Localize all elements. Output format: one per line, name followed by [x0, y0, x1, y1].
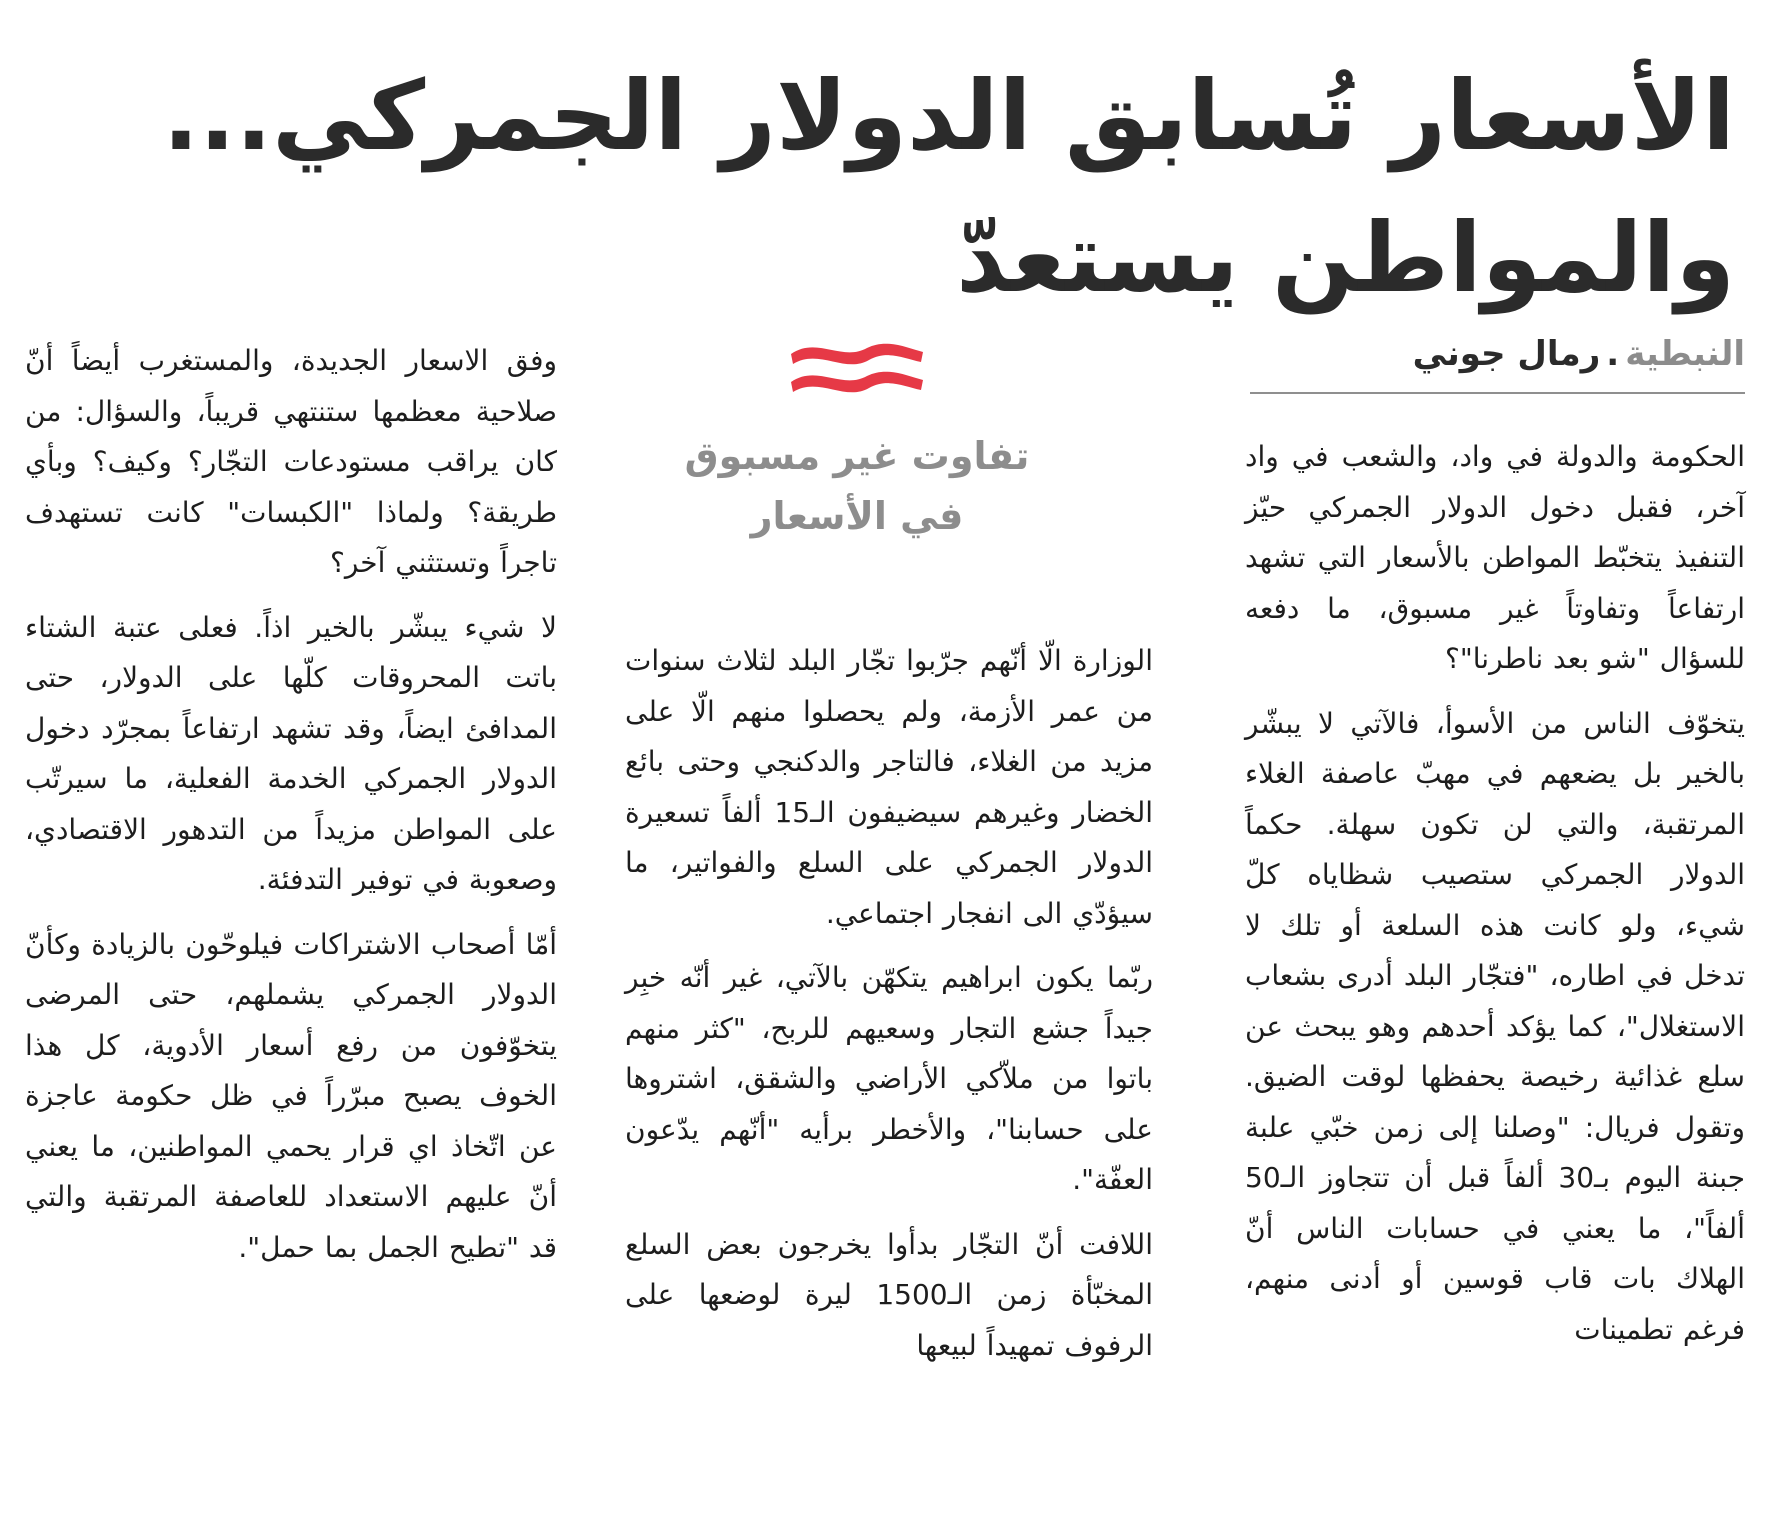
headline-line-2: والمواطن يستعدّ: [956, 202, 1735, 315]
byline-author: رمال جوني: [1412, 334, 1601, 374]
paragraph: اللافت أنّ التجّار بدأوا يخرجون بعض السلع المخبّأة زمن الـ1500 ليرة لوضعها على الرفوف تمهيداً لبيعها: [625, 1227, 1153, 1362]
byline: [1250, 328, 1745, 380]
pull-quote-line-2: في الأسعار: [750, 494, 964, 538]
paragraph: يتخوّف الناس من الأسوأ، فالآتي لا يبشّر بالخير بل يضعهم في مهبّ عاصفة الغلاء المرتقبة، والتي لن تكون سهلة. حكماً الدولار الجمركي ستصيب شظاياه كلّ شيء، ولو كانت هذه السلعة أو تلك لا تدخل في اطاره، "فتجّار البلد أدرى بشعاب الاستغلال"، كما يؤكد أحدهم وهو يبحث عن سلع غذائية رخيصة يحفظها لوقت الضيق. وتقول فريال: "وصلنا إلى زمن خبّي علبة جبنة اليوم بـ30 ألفاً قبل أن تتجاوز الـ50 ألفاً"، ما يعني في حسابات الناس أنّ الهلاك بات قاب قوسين أو أدنى منهم، فرغم تطمينات: [1245, 706, 1746, 1346]
paragraph: وفق الاسعار الجديدة، والمستغرب أيضاً أنّ صلاحية معظمها ستنتهي قريباً، والسؤال: من كان يراقب مستودعات التجّار؟ وكيف؟ وبأي طريقة؟ ولماذا "الكبسات" كانت تستهدف تاجراً وتستثني آخر؟: [25, 344, 557, 579]
paragraph: الحكومة والدولة في واد، والشعب في واد آخر، فقبل دخول الدولار الجمركي حيّز التنفيذ يتخبّط المواطن بالأسعار التي تشهد ارتفاعاً وتفاوتاً غير مسبوق، ما دفعه للسؤال "شو بعد ناطرنا"؟: [1245, 440, 1745, 675]
byline-place: النبطية: [1625, 334, 1745, 374]
pull-quote: [657, 338, 1057, 544]
pull-quote-line-1: تفاوت غير مسبوق: [684, 434, 1030, 478]
headline: [40, 41, 1735, 333]
paragraph: لا شيء يبشّر بالخير اذاً. فعلى عتبة الشتاء باتت المحروقات كلّها على الدولار، حتى المدافئ ايضاً، وقد تشهد ارتفاعاً بمجرّد دخول الدولار الجمركي الخدمة الفعلية، ما سيرتّب على المواطن مزيداً من التدهور الاقتصادي، وصعوبة في توفير التدفئة.: [25, 610, 557, 896]
article-column-2: [625, 636, 1153, 1371]
paragraph: أمّا أصحاب الاشتراكات فيلوحّون بالزيادة وكأنّ الدولار الجمركي يشملهم، حتى المرضى يتخوّفون من رفع أسعار الأدوية، كل هذا الخوف يصبح مبرّراً في ظل حكومة عاجزة عن اتّخاذ اي قرار يحمي المواطنين، ما يعني أنّ عليهم الاستعداد للعاصفة المرتقبة والتي قد "تطيح الجمل بما حمل".: [25, 927, 557, 1264]
byline-separator: .: [1606, 334, 1620, 374]
byline-divider: [1250, 392, 1745, 394]
flag-waves-icon: [787, 338, 927, 408]
headline-line-1: الأسعار تُسابق الدولار الجمركي...: [162, 60, 1735, 173]
paragraph: ربّما يكون ابراهيم يتكهّن بالآتي، غير أنّه خبِر جيداً جشع التجار وسعيهم للربح، "كثر منهم باتوا من ملاّكي الأراضي والشقق، اشتروها على حسابنا"، والأخطر برأيه "أنّهم يدّعون العفّة".: [625, 961, 1153, 1196]
article-column-1: [1245, 432, 1745, 1355]
paragraph: الوزارة الّا أنّهم جرّبوا تجّار البلد لثلاث سنوات من عمر الأزمة، ولم يحصلوا منهم الّا على مزيد من الغلاء، فالتاجر والدكنجي وحتى بائع الخضار وغيرهم سيضيفون الـ15 ألفاً تسعيرة الدولار الجمركي على السلع والفواتير، ما سيؤدّي الى انفجار اجتماعي.: [625, 644, 1154, 930]
article-column-3: [25, 336, 557, 1273]
